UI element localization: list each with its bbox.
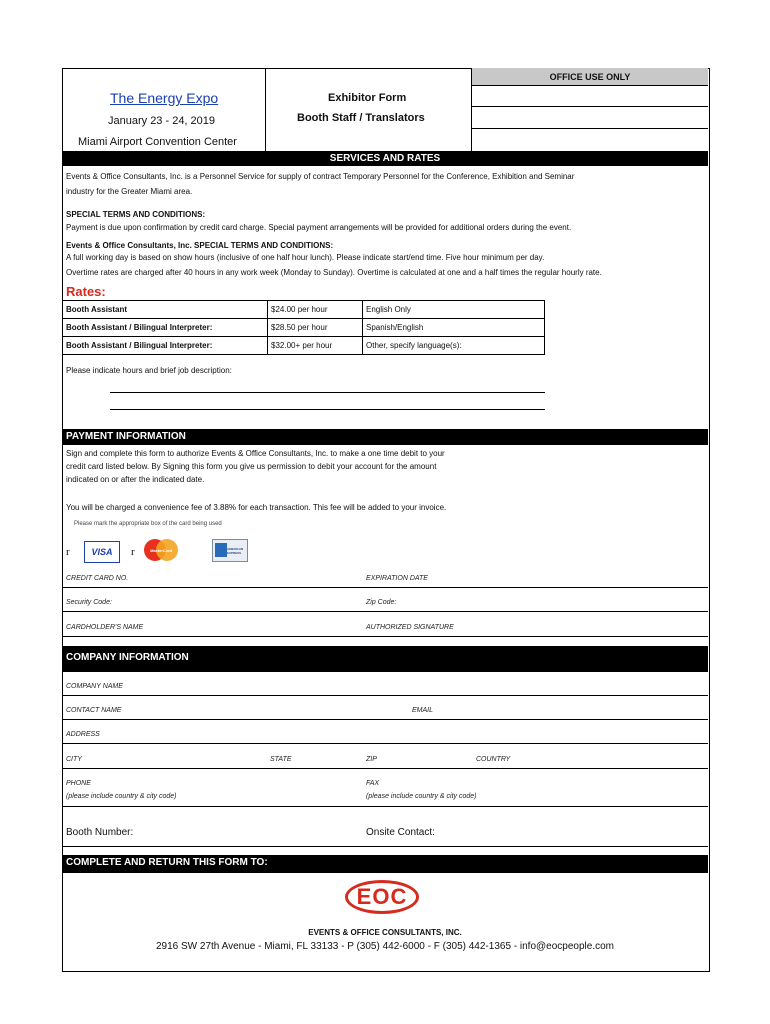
onsite-contact-label: Onsite Contact:: [366, 827, 435, 838]
company-name-label: COMPANY NAME: [66, 683, 123, 690]
phone-label: PHONE: [66, 780, 91, 787]
company-row-line-4: [62, 768, 708, 769]
rate-price: $28.50 per hour: [268, 319, 363, 337]
rate-row: [63, 301, 545, 319]
zip-code-label: Zip Code:: [366, 599, 397, 606]
eoc-terms-1: A full working day is based on show hours (inclusive of one half hour lunch). Please indicate start/end time. Five hour minimum per day.: [66, 253, 545, 262]
office-use-field-3[interactable]: [471, 129, 708, 151]
amex-card-icon: [212, 539, 248, 562]
city-label: CITY: [66, 756, 82, 763]
company-heading-bar: [62, 646, 708, 672]
services-heading-bar: [62, 151, 708, 166]
services-heading: SERVICES AND RATES: [329, 153, 441, 164]
office-use-field-1[interactable]: [471, 86, 708, 107]
country-label: COUNTRY: [476, 756, 511, 763]
services-intro-1: Events & Office Consultants, Inc. is a Personnel Service for supply of contract Temporary Personnel for the Conference, Exhibition and Seminar: [66, 172, 575, 181]
payment-heading: PAYMENT INFORMATION: [66, 431, 186, 442]
state-label: STATE: [270, 756, 292, 763]
form-subtitle: Booth Staff / Translators: [297, 112, 425, 124]
contact-name-label: CONTACT NAME: [66, 707, 122, 714]
credit-card-no-label: CREDIT CARD NO.: [66, 575, 129, 582]
payment-heading-bar: [62, 429, 708, 445]
terms-text: Payment is due upon confirmation by credit card charge. Special payment arrangements will be provided for additional orders during the event.: [66, 223, 572, 232]
office-use-field-2[interactable]: [471, 107, 708, 129]
expo-dates: January 23 - 24, 2019: [108, 115, 216, 127]
payment-row-line-3: [62, 636, 708, 637]
eoc-logo-text: EOC: [356, 884, 408, 909]
eoc-terms-heading: Events & Office Consultants, Inc. SPECIAL TERMS AND CONDITIONS:: [66, 241, 334, 250]
form-title: Exhibitor Form: [328, 92, 407, 104]
footer-contact-line: 2916 SW 27th Avenue - Miami, FL 33133 - P (305) 442-6000 - F (305) 442-1365 - info@eocpeople.com: [155, 941, 614, 952]
security-code-label: Security Code:: [66, 599, 112, 606]
rates-label: Rates:: [66, 284, 106, 299]
fax-label: FAX: [366, 780, 380, 787]
office-use-label: OFFICE USE ONLY: [549, 72, 631, 82]
terms-heading: SPECIAL TERMS AND CONDITIONS:: [66, 210, 206, 219]
expiration-date-label: EXPIRATION DATE: [366, 575, 428, 582]
services-intro-2: industry for the Greater Miami area.: [66, 187, 193, 196]
booth-number-label: Booth Number:: [66, 827, 134, 838]
job-description-line-1[interactable]: [110, 392, 545, 393]
rate-role: Booth Assistant / Bilingual Interpreter:: [63, 337, 268, 355]
mastercard-checkbox[interactable]: r: [131, 546, 135, 558]
mark-card-note: Please mark the appropriate box of the card being used: [74, 521, 222, 527]
rate-row: [63, 337, 545, 355]
office-use-header: [471, 68, 708, 86]
company-heading: COMPANY INFORMATION: [66, 652, 189, 663]
mastercard-label: MasterCard: [149, 547, 172, 553]
rate-price: $32.00+ per hour: [268, 337, 363, 355]
expo-venue: Miami Airport Convention Center: [78, 136, 237, 148]
job-description-line-2[interactable]: [110, 409, 545, 410]
expo-title[interactable]: The Energy Expo: [110, 90, 219, 106]
visa-label: VISA: [91, 547, 113, 557]
address-label: ADDRESS: [66, 731, 100, 738]
rate-note: English Only: [363, 301, 545, 319]
hours-prompt: Please indicate hours and brief job description:: [66, 366, 232, 375]
payment-text-3: indicated on or after the indicated date.: [66, 475, 205, 484]
payment-row-line-1: [62, 587, 708, 588]
visa-checkbox[interactable]: r: [66, 546, 70, 558]
return-heading-bar: [62, 855, 708, 873]
authorized-signature-label: AUTHORIZED SIGNATURE: [366, 624, 454, 631]
company-row-line-6: [62, 846, 708, 847]
header-divider: [265, 68, 266, 151]
payment-text-1: Sign and complete this form to authorize Events & Office Consultants, Inc. to make a one time debit to your: [66, 449, 445, 458]
amex-label: AMERICAN EXPRESS: [227, 546, 244, 555]
rate-price: $24.00 per hour: [268, 301, 363, 319]
company-row-line-3: [62, 743, 708, 744]
email-label: EMAIL: [412, 707, 434, 714]
payment-text-2: credit card listed below. By Signing this form you give us permission to debit your account for the amount: [66, 462, 437, 471]
mastercard-icon: [144, 539, 178, 561]
cardholder-name-label: CARDHOLDER'S NAME: [66, 624, 144, 631]
rate-note[interactable]: Other, specify language(s):: [363, 337, 545, 355]
visa-card-icon: [84, 541, 120, 563]
company-row-line-1: [62, 695, 708, 696]
fee-text: You will be charged a convenience fee of 3.88% for each transaction. This fee will be added to your invoice.: [66, 503, 447, 512]
footer-company-name: EVENTS & OFFICE CONSULTANTS, INC.: [308, 928, 462, 937]
company-row-line-5: [62, 806, 708, 807]
phone-note: (please include country & city code): [66, 793, 177, 800]
rate-note: Spanish/English: [363, 319, 545, 337]
return-heading: COMPLETE AND RETURN THIS FORM TO:: [66, 857, 268, 868]
fax-note: (please include country & city code): [366, 793, 477, 800]
rate-role: Booth Assistant: [63, 301, 268, 319]
eoc-logo: [345, 880, 419, 914]
rate-row: [63, 319, 545, 337]
rate-role: Booth Assistant / Bilingual Interpreter:: [63, 319, 268, 337]
company-row-line-2: [62, 719, 708, 720]
rates-table: [62, 300, 545, 355]
payment-row-line-2: [62, 611, 708, 612]
eoc-terms-2: Overtime rates are charged after 40 hours in any work week (Monday to Sunday). Overtime is calculated at one and a half times the regular hourly rate.: [66, 268, 602, 277]
zip-label: ZIP: [366, 756, 377, 763]
